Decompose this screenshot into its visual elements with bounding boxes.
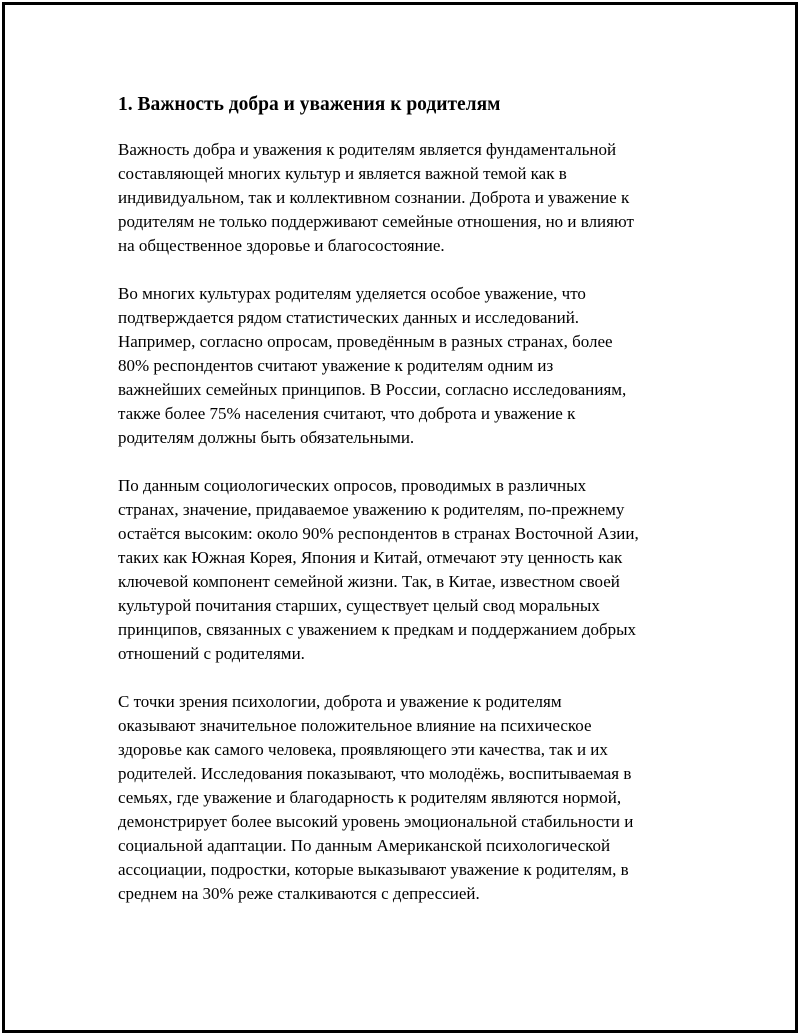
paragraph-2: Во многих культурах родителям уделяется особое уважение, что подтверждается рядом статистических данных и исследований. Например, согласно опросам, проведённым в разных странах, более 80% респондентов считают уважение к родителям одним из важнейших семейных принципов. В России, согласно исследованиям, также более 75% населения считают, что доброта и уважение к родителям должны быть обязательными. [118, 284, 627, 447]
paragraph-4: С точки зрения психологии, доброта и уважение к родителям оказывают значительное положительное влияние на психическое здоровье как самого человека, проявляющего эти качества, так и их родителей. Исследования показывают, что молодёжь, воспитываемая в семьях, где уважение и благодарность к родителям являются нормой, демонстрирует более высокий уровень эмоциональной стабильности и социальной адаптации. По данным Американской психологической ассоциации, подростки, которые выказывают уважение к родителям, в среднем на 30% реже сталкиваются с депрессией. [118, 692, 634, 903]
document-body [118, 92, 688, 930]
paragraph-1: Важность добра и уважения к родителям является фундаментальной составляющей многих культур и является важной темой как в индивидуальном, так и коллективном сознании. Доброта и уважение к родителям не только поддерживают семейные отношения, но и влияют на общественное здоровье и благосостояние. [118, 140, 634, 255]
paragraph-3: По данным социологических опросов, проводимых в различных странах, значение, придаваемое уважению к родителям, по-прежнему остаётся высоким: около 90% респондентов в странах Восточной Азии, таких как Южная Корея, Япония и Китай, отмечают эту ценность как ключевой компонент семейной жизни. Так, в Китае, известном своей культурой почитания старших, существует целый свод моральных принципов, связанных с уважением к предкам и поддержанием добрых отношений с родителями. [118, 476, 639, 663]
section-heading: 1. Важность добра и уважения к родителям [118, 94, 501, 115]
